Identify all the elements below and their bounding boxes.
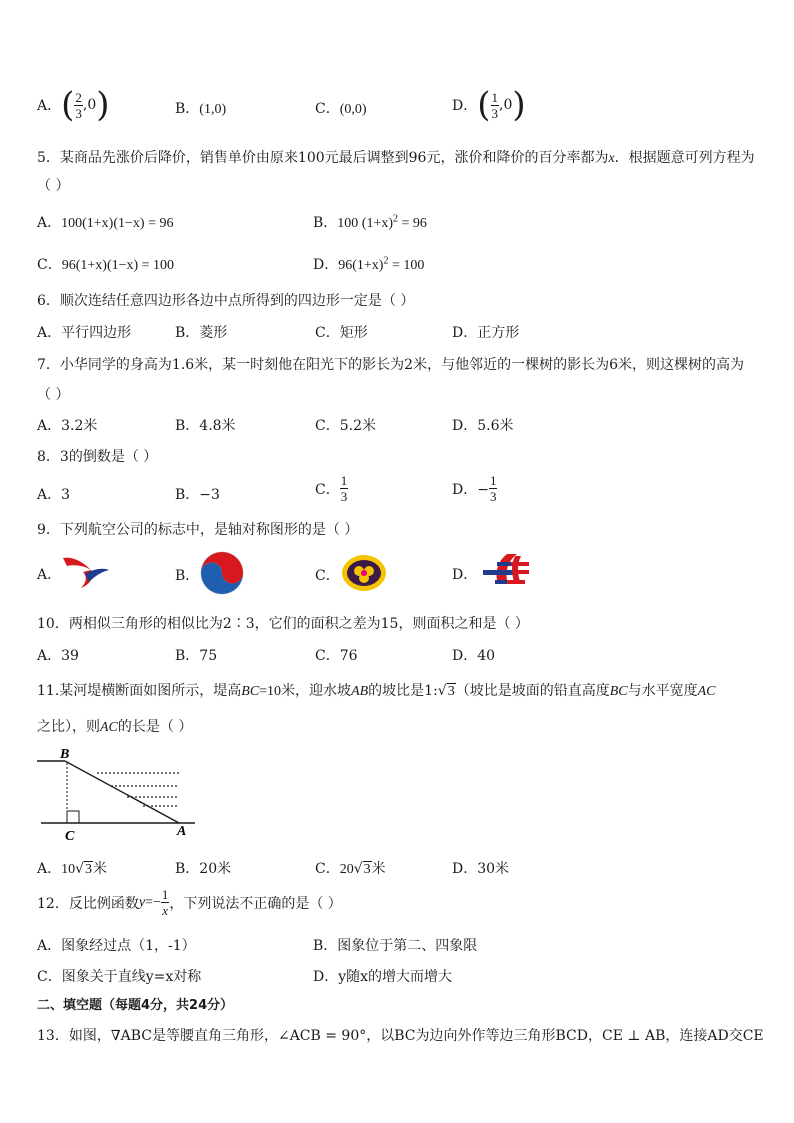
section-heading-fill-in: 二、填空题（每题4分，共24分） — [37, 998, 234, 1013]
q6-option-d[interactable]: D．正方形 — [452, 325, 520, 341]
q8-option-a[interactable]: A．3 — [37, 487, 71, 503]
option-label: D． — [452, 98, 478, 114]
paren: ( — [61, 85, 75, 125]
q5-option-a[interactable]: A．100(1+x)(1−x) = 96 — [37, 215, 174, 231]
q10-option-d[interactable]: D．40 — [452, 648, 496, 664]
q5-option-d[interactable]: D．$96(1+x)^2 = 100$ — [313, 255, 425, 273]
fraction: $\frac{2}{3}$ — [75, 89, 82, 121]
q10-stem: 10．两相似三角形的相似比为2∶3，它们的面积之差为15，则面积之和是（ ） — [37, 616, 529, 632]
q4-option-a[interactable]: A． ( $\frac{2}{3}$ , 0 ) — [37, 85, 110, 125]
q9-option-c[interactable]: C． — [315, 552, 388, 594]
q9-option-b[interactable]: B． — [175, 550, 245, 596]
q7-option-a[interactable]: A．3.2米 — [37, 418, 98, 434]
q7-option-b[interactable]: B．4.8米 — [175, 418, 236, 434]
point-a-label: A — [177, 824, 187, 839]
q7-option-c[interactable]: C．5.2米 — [315, 418, 376, 434]
q4-option-b[interactable]: B．(1,0) — [175, 101, 227, 117]
q12-option-d[interactable]: D．y随x的增大而增大 — [313, 969, 453, 985]
q12-stem: 12．反比例函数 y =− $\frac{1}{x}$ ，下列说法不正确的是（ ） — [37, 887, 342, 918]
value: 0 — [503, 97, 513, 113]
q5-bracket: （ ） — [37, 178, 70, 194]
fraction: $\frac{1}{3}$ — [491, 89, 498, 121]
thai-airways-logo-icon — [340, 552, 388, 594]
paren: ) — [512, 85, 526, 125]
q12-option-a[interactable]: A．图象经过点（1，-1） — [37, 938, 196, 954]
q4-option-d[interactable]: D． ( $\frac{1}{3}$ , 0 ) — [452, 85, 526, 125]
q11-option-d[interactable]: D．30米 — [452, 861, 510, 877]
q12-option-c[interactable]: C．图象关于直线y=x对称 — [37, 969, 202, 985]
q11-stem-line2: 之比），则AC的长是（ ） — [37, 719, 193, 735]
q11-option-c[interactable]: C．20√3米 — [315, 861, 386, 877]
option-label: A． — [37, 98, 62, 114]
q7-bracket: （ ） — [37, 387, 70, 403]
q7-stem: 7．小华同学的身高为1.6米，某一时刻他在阳光下的影长为2米，与他邻近的一棵树的影长为6米，则这棵树的高为 — [37, 357, 744, 373]
q6-stem: 6．顺次连结任意四边形各边中点所得到的四边形一定是（ ） — [37, 293, 415, 309]
q6-option-c[interactable]: C．矩形 — [315, 325, 368, 341]
q11-embankment-figure — [35, 745, 195, 845]
q11-option-b[interactable]: B．20米 — [175, 861, 232, 877]
q13-stem: 13．如图，∇ABC是等腰直角三角形，∠ACB = 90°，以BC为边向外作等边三角形BCD，CE ⊥ AB，连接AD交CE — [37, 1028, 764, 1044]
q8-option-b[interactable]: B．−3 — [175, 487, 220, 503]
q11-option-a[interactable]: A．10√3米 — [37, 861, 108, 877]
paren: ) — [96, 85, 110, 125]
point-b-label: B — [60, 747, 70, 762]
fraction: $\frac{1}{3}$ — [340, 473, 348, 504]
china-eastern-logo-icon — [61, 552, 111, 592]
q8-stem: 8．3的倒数是（ ） — [37, 449, 158, 465]
q11-stem-line1: 11.某河堤横断面如图所示，堤高BC=10米，迎水坡AB的坡比是1:√3（坡比是坡面的铅直高度BC与水平宽度AC — [37, 683, 716, 699]
q9-option-a[interactable]: A． — [37, 552, 111, 592]
korean-air-logo-icon — [199, 550, 245, 596]
point-c-label: C — [65, 829, 75, 844]
q5-option-c[interactable]: C．96(1+x)(1−x) = 100 — [37, 257, 175, 273]
q8-option-d[interactable]: D．− $\frac{1}{3}$ — [452, 473, 497, 504]
fraction: $\frac{1}{3}$ — [489, 473, 497, 504]
paren: ( — [477, 85, 491, 125]
q6-option-a[interactable]: A．平行四边形 — [37, 325, 132, 341]
q9-stem: 9．下列航空公司的标志中，是轴对称图形的是（ ） — [37, 522, 359, 538]
q10-option-c[interactable]: C．76 — [315, 648, 358, 664]
q5-option-b[interactable]: B．100 $(1+x)^2 = 96$ — [313, 213, 427, 231]
q12-option-b[interactable]: B．图象位于第二、四象限 — [313, 938, 478, 954]
q9-option-d[interactable]: D． — [452, 550, 533, 594]
value: 0 — [87, 97, 97, 113]
q10-option-a[interactable]: A．39 — [37, 648, 79, 664]
q5-stem: 5．某商品先涨价后降价，销售单价由原来100元最后调整到96元，涨价和降价的百分率都为x．根据题意可列方程为 — [37, 150, 755, 166]
malaysia-airlines-logo-icon — [477, 550, 533, 594]
q6-option-b[interactable]: B．菱形 — [175, 325, 228, 341]
fraction: $\frac{1}{x}$ — [161, 887, 169, 918]
q8-option-c[interactable]: C． $\frac{1}{3}$ — [315, 473, 348, 504]
q7-option-d[interactable]: D．5.6米 — [452, 418, 514, 434]
q4-option-c[interactable]: C．(0,0) — [315, 101, 367, 117]
q10-option-b[interactable]: B．75 — [175, 648, 218, 664]
